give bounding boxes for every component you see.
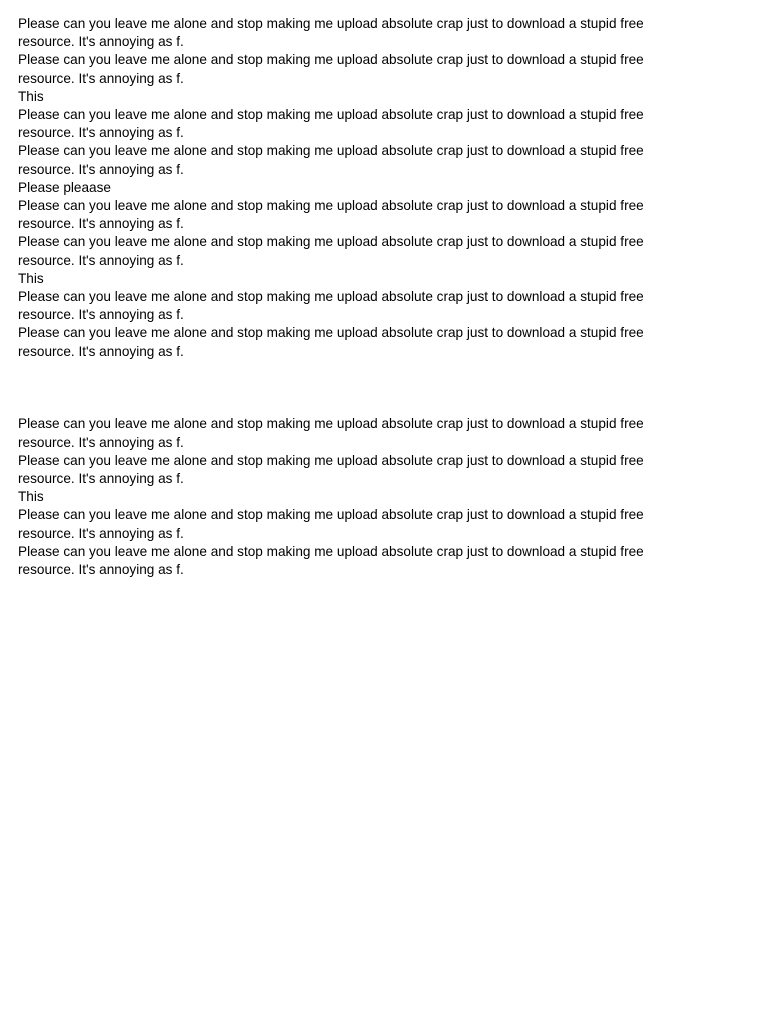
paragraph: Please can you leave me alone and stop making me upload absolute crap just to download a stupid free resource. It's annoying as f.: [18, 143, 644, 177]
paragraph: Please can you leave me alone and stop making me upload absolute crap just to download a stupid free resource. It's annoying as f.: [18, 416, 644, 450]
paragraph: This: [18, 270, 44, 286]
paragraph: This: [18, 489, 44, 505]
paragraph: Please can you leave me alone and stop making me upload absolute crap just to download a stupid free resource. It's annoying as f.: [18, 452, 644, 487]
paragraph: Please can you leave me alone and stop making me upload absolute crap just to download a stupid free resource. It's annoying as f.: [18, 234, 644, 268]
paragraph: This: [18, 88, 44, 104]
paragraph: Please can you leave me alone and stop making me upload absolute crap just to download a stupid free resource. It's annoying as f.: [18, 325, 644, 359]
paragraph: Please pleaase: [18, 179, 111, 195]
paragraph: Please can you leave me alone and stop making me upload absolute crap just to download a stupid free resource. It's annoying as f.: [18, 198, 644, 232]
blank-space: [18, 361, 688, 416]
paragraph: Please can you leave me alone and stop making me upload absolute crap just to download a stupid free resource. It's annoying as f.: [18, 16, 644, 50]
paragraph: Please can you leave me alone and stop making me upload absolute crap just to download a stupid free resource. It's annoying as f.: [18, 289, 644, 323]
document-body: [18, 15, 688, 579]
paragraph: Please can you leave me alone and stop making me upload absolute crap just to download a stupid free resource. It's annoying as f.: [18, 507, 644, 541]
paragraph: Please can you leave me alone and stop making me upload absolute crap just to download a stupid free resource. It's annoying as f.: [18, 543, 644, 578]
paragraph: Please can you leave me alone and stop making me upload absolute crap just to download a stupid free resource. It's annoying as f.: [18, 52, 644, 86]
paragraph: Please can you leave me alone and stop making me upload absolute crap just to download a stupid free resource. It's annoying as f.: [18, 107, 644, 141]
